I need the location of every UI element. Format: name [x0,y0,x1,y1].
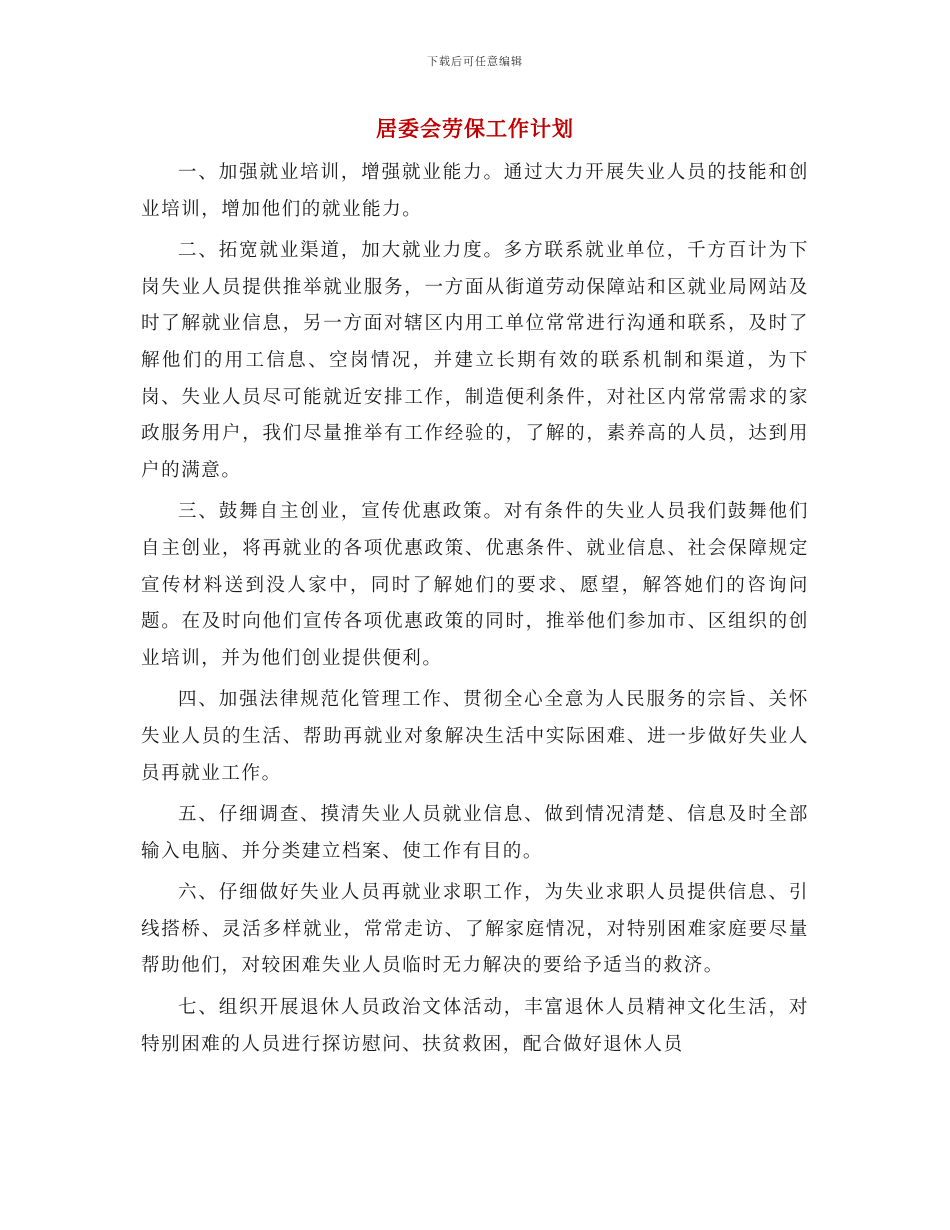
paragraph-3: 三、鼓舞自主创业，宣传优惠政策。对有条件的失业人员我们鼓舞他们自主创业，将再就业的各项优惠政策、优惠条件、就业信息、社会保障规定宣传材料送到没人家中，同时了解她们的要求、愿望，解答她们的咨询问题。在及时向他们宣传各项优惠政策的同时，推举他们参加市、区组织的创业培训，并为他们创业提供便利。 [141,501,809,669]
paragraph-7: 七、组织开展退休人员政治文体活动，丰富退休人员精神文化生活，对特别困难的人员进行探访慰问、扶贫救困，配合做好退休人员 [141,997,809,1055]
paragraph-5: 五、仔细调查、摸清失业人员就业信息、做到情况清楚、信息及时全部输入电脑、并分类建立档案、使工作有目的。 [141,804,809,862]
document-title: 居委会劳保工作计划 [376,116,574,141]
document-body [141,155,809,1068]
paragraph-4: 四、加强法律规范化管理工作、贯彻全心全意为人民服务的宗旨、关怀失业人员的生活、帮助再就业对象解决生活中实际困难、进一步做好失业人员再就业工作。 [141,689,809,784]
paragraph-6: 六、仔细做好失业人员再就业求职工作，为失业求职人员提供信息、引线搭桥、灵活多样就业，常常走访、了解家庭情况，对特别困难家庭要尽量帮助他们，对较困难失业人员临时无力解决的要给予适当的救济。 [141,882,809,977]
paragraph-2: 二、拓宽就业渠道，加大就业力度。多方联系就业单位，千方百计为下岗失业人员提供推举就业服务，一方面从街道劳动保障站和区就业局网站及时了解就业信息，另一方面对辖区内用工单位常常进行沟通和联系，及时了解他们的用工信息、空岗情况，并建立长期有效的联系机制和渠道，为下岗、失业人员尽可能就近安排工作，制造便利条件，对社区内常常需求的家政服务用户，我们尽量推举有工作经验的，了解的，素养高的人员，达到用户的满意。 [141,240,809,481]
paragraph-1: 一、加强就业培训，增强就业能力。通过大力开展失业人员的技能和创业培训，增加他们的就业能力。 [141,162,809,220]
header-note: 下载后可任意编辑 [427,55,523,68]
